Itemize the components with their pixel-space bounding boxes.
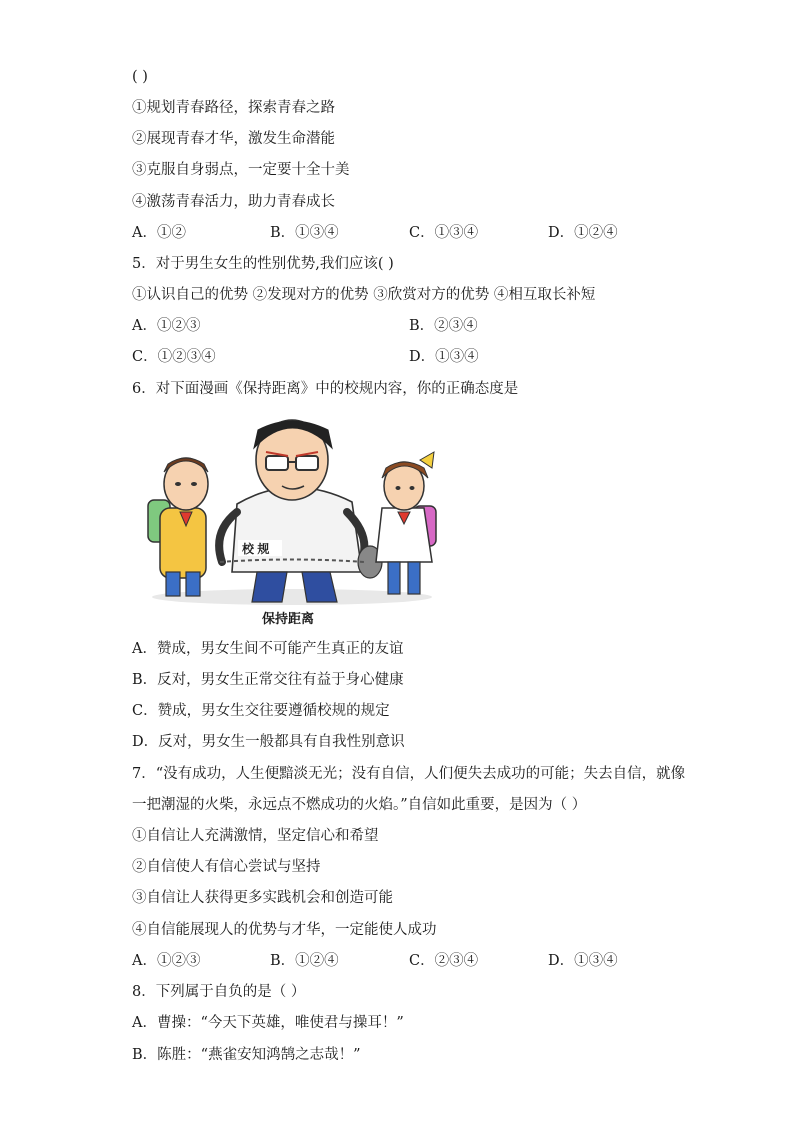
- q7-stem-line-2: 一把潮湿的火柴，永远点不燃成功的火焰。”自信如此重要，是因为（ ）: [132, 797, 587, 813]
- q7-item-4: ④自信能展现人的优势与才华，一定能使人成功: [132, 922, 437, 938]
- girl-figure: [376, 452, 436, 594]
- sign-label: 校 规: [242, 542, 270, 556]
- q4-item-2: ②展现青春才华，激发生命潜能: [132, 131, 335, 147]
- q7-option-a[interactable]: A．①②③: [132, 953, 201, 969]
- q6-option-a[interactable]: A．赞成，男女生间不可能产生真正的友谊: [132, 641, 404, 657]
- q8-option-b[interactable]: B．陈胜：“燕雀安知鸿鹄之志哉！”: [132, 1047, 361, 1063]
- figure-caption: 保持距离: [262, 612, 315, 627]
- q4-option-d[interactable]: D．①②④: [548, 225, 618, 241]
- q7-option-b[interactable]: B．①②④: [270, 953, 339, 969]
- q5-items: ①认识自己的优势 ②发现对方的优势 ③欣赏对方的优势 ④相互取长补短: [132, 287, 596, 303]
- boy-figure: [148, 458, 208, 596]
- q8-stem: 8．下列属于自负的是（ ）: [132, 984, 306, 1000]
- q6-option-c[interactable]: C．赞成，男女生交往要遵循校规的规定: [132, 703, 390, 719]
- cartoon-figure: [142, 412, 442, 628]
- q5-option-a[interactable]: A．①②③: [132, 318, 201, 334]
- q8-option-a[interactable]: A．曹操：“今天下英雄，唯使君与操耳！”: [132, 1015, 404, 1031]
- q4-item-1: ①规划青春路径，探索青春之路: [132, 100, 335, 116]
- q7-option-d[interactable]: D．①③④: [548, 953, 618, 969]
- q7-stem-line-1: 7．“没有成功，人生便黯淡无光；没有自信，人们便失去成功的可能；失去自信，就像: [132, 766, 686, 782]
- q7-item-2: ②自信使人有信心尝试与坚持: [132, 859, 321, 875]
- q6-stem: 6．对下面漫画《保持距离》中的校规内容，你的正确态度是: [132, 381, 519, 397]
- q4-option-a[interactable]: A．①②: [132, 225, 186, 241]
- q7-item-1: ①自信让人充满激情，坚定信心和希望: [132, 828, 379, 844]
- q5-option-c[interactable]: C．①②③④: [132, 349, 216, 365]
- q4-item-4: ④激荡青春活力，助力青春成长: [132, 194, 335, 210]
- cartoon-illustration: [142, 412, 442, 612]
- q6-option-d[interactable]: D．反对，男女生一般都具有自我性别意识: [132, 734, 405, 750]
- q5-option-d[interactable]: D．①③④: [409, 349, 479, 365]
- q5-option-b[interactable]: B．②③④: [409, 318, 478, 334]
- teacher-figure: [219, 420, 382, 602]
- q6-option-b[interactable]: B．反对，男女生正常交往有益于身心健康: [132, 672, 404, 688]
- q4-option-b[interactable]: B．①③④: [270, 225, 339, 241]
- q5-stem: 5．对于男生女生的性别优势,我们应该( ): [132, 256, 394, 272]
- q4-option-c[interactable]: C．①③④: [409, 225, 479, 241]
- q4-stem-tail: ( ): [132, 69, 148, 85]
- q7-option-c[interactable]: C．②③④: [409, 953, 479, 969]
- q7-item-3: ③自信让人获得更多实践机会和创造可能: [132, 890, 393, 906]
- q4-item-3: ③克服自身弱点，一定要十全十美: [132, 162, 350, 178]
